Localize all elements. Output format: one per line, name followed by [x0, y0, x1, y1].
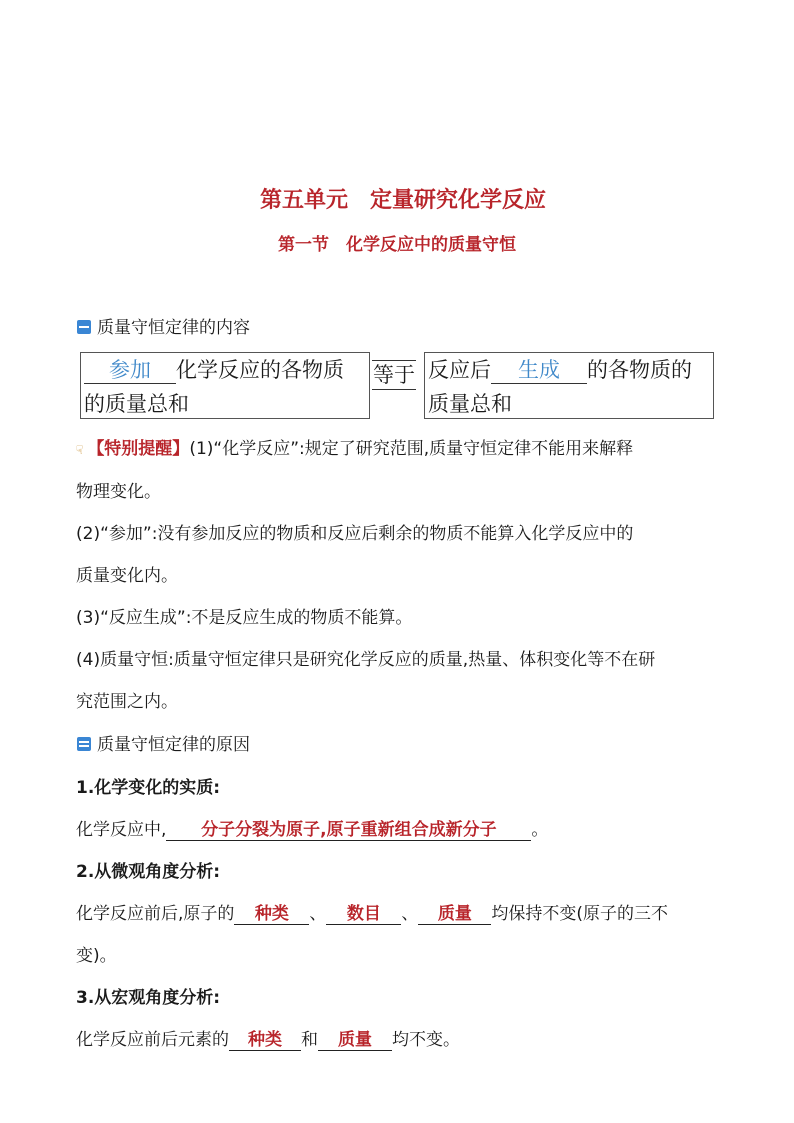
section-heading-reasons: [77, 730, 250, 755]
equals-label: 等于: [372, 360, 416, 390]
item3-blank-1: [229, 1030, 301, 1051]
item2-line2: 变)。: [76, 946, 117, 966]
item2-sep-1: 、: [309, 904, 327, 924]
item3-mid: 和: [301, 1030, 318, 1050]
right-box-text-after: 的各物质的: [587, 358, 692, 382]
item3-title: 3.从宏观角度分析:: [76, 988, 221, 1008]
item1-suffix: 。: [531, 820, 549, 840]
item1-answer: 分子分裂为原子,原子重新组合成新分子: [201, 820, 497, 840]
item2-answer-3: 质量: [437, 904, 472, 924]
section-heading-reasons-text: 质量守恒定律的原因: [97, 735, 250, 755]
tip-point-2-cont: 质量变化内。: [76, 566, 178, 586]
item2-prefix: 化学反应前后,原子的: [76, 904, 235, 924]
item2-answer-2: 数目: [346, 904, 381, 924]
right-box-line2: 质量总和: [428, 392, 512, 416]
section-heading-text: 质量守恒定律的内容: [97, 318, 250, 338]
item3-suffix: 均不变。: [392, 1030, 460, 1050]
item2-answer-1: 种类: [254, 904, 289, 924]
left-box-line2: 的质量总和: [84, 392, 189, 416]
item1-blank: [166, 820, 531, 841]
section-one-icon: [77, 320, 91, 334]
reasons-body: [76, 767, 726, 1061]
item3-answer-1: 种类: [248, 1030, 282, 1050]
blank-participate: 参加: [84, 357, 176, 384]
item2-blank-3: [418, 904, 491, 925]
tip-hand-icon: ☟: [76, 443, 84, 457]
law-right-box: [424, 352, 714, 419]
item3-answer-2: 质量: [338, 1030, 372, 1050]
law-left-box: [80, 352, 370, 419]
tip-point-1-cont: 物理变化。: [76, 482, 161, 502]
item2-suffix: 均保持不变(原子的三不: [491, 904, 669, 924]
tip-point-2: (2)“参加”:没有参加反应的物质和反应后剩余的物质不能算入化学反应中的: [76, 524, 634, 544]
tip-point-3: (3)“反应生成”:不是反应生成的物质不能算。: [76, 608, 413, 628]
item2-blank-1: [234, 904, 309, 925]
section-two-icon: [77, 737, 91, 751]
tip-point-4-cont: 究范围之内。: [76, 692, 178, 712]
item2-title: 2.从微观角度分析:: [76, 862, 221, 882]
section-title: 第一节 化学反应中的质量守恒: [278, 235, 516, 255]
blank-generate: 生成: [491, 357, 587, 384]
unit-title: 第五单元 定量研究化学反应: [259, 187, 546, 213]
tip-point-1: (1)“化学反应”:规定了研究范围,质量守恒定律不能用来解释: [189, 439, 634, 459]
right-box-text-before: 反应后: [428, 358, 491, 382]
item2-blank-2: [326, 904, 401, 925]
item1-title: 1.化学变化的实质:: [76, 778, 221, 798]
tip-label: 【特别提醒】: [87, 439, 190, 459]
section-heading-content: [77, 313, 250, 338]
item3-prefix: 化学反应前后元素的: [76, 1030, 229, 1050]
tip-point-4: (4)质量守恒:质量守恒定律只是研究化学反应的质量,热量、体积变化等不在研: [76, 650, 656, 670]
left-box-text: 化学反应的各物质: [176, 358, 344, 382]
item3-blank-2: [318, 1030, 392, 1051]
item1-prefix: 化学反应中,: [76, 820, 167, 840]
special-tip: [76, 428, 726, 723]
item2-sep-2: 、: [401, 904, 419, 924]
